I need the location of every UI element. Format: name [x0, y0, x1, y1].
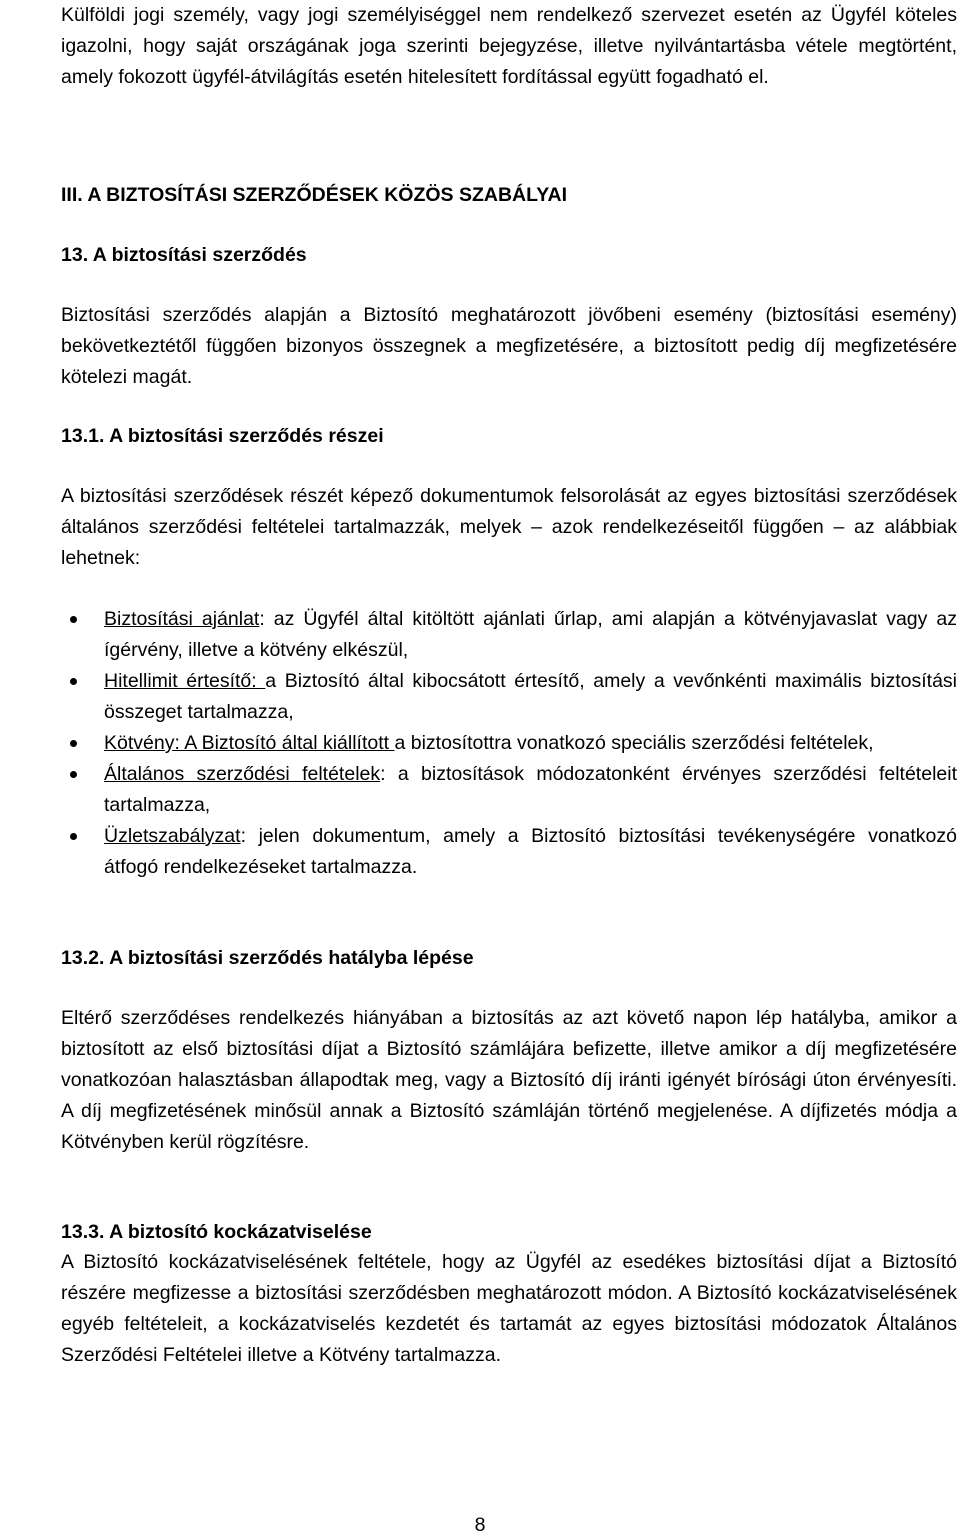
- paragraph-13-1: A biztosítási szerződések részét képező dokumentumok felsorolását az egyes biztosítási szerződések általános szerződési feltételei tartalmazzák, melyek – azok rendelkezéseitől függően – az alábbiak lehetnek:: [61, 485, 957, 569]
- heading-13-1: 13.1. A biztosítási szerződés részei: [61, 425, 384, 447]
- bullet-icon: [70, 771, 77, 778]
- list-item: [61, 728, 957, 759]
- paragraph-13: Biztosítási szerződés alapján a Biztosító meghatározott jövőbeni esemény (biztosítási esemény) bekövetkeztétől függően bizonyos összegnek a megfizetésére, a biztosított pedig díj megfizetésére kötelezi magát.: [61, 304, 957, 388]
- list-item-term: Üzletszabályzat: [104, 825, 241, 847]
- list-item: [61, 666, 957, 728]
- list-item: [61, 821, 957, 883]
- list-item-term: Biztosítási ajánlat: [104, 608, 260, 630]
- intro-paragraph: Külföldi jogi személy, vagy jogi személyiséggel nem rendelkező szervezet esetén az Ügyfél köteles igazolni, hogy saját országának joga szerinti bejegyzése, illetve nyilvántartásba vétele megtörtént, amely fokozott ügyfél-átvilágítás esetén hitelesített fordítással együtt fogadható el.: [61, 4, 957, 88]
- list-item-term: Kötvény: A Biztosító által kiállított: [104, 732, 395, 754]
- list-item: [61, 759, 957, 821]
- section-heading: III. A BIZTOSÍTÁSI SZERZŐDÉSEK KÖZÖS SZABÁLYAI: [61, 184, 567, 206]
- list-item-text: : jelen dokumentum, amely a Biztosító biztosítási tevékenységére vonatkozó átfogó rendelkezéseket tartalmazza.: [104, 825, 957, 878]
- bullet-icon: [70, 616, 77, 623]
- heading-13-3: 13.3. A biztosító kockázatviselése: [61, 1221, 372, 1243]
- paragraph-13-2: Eltérő szerződéses rendelkezés hiányában a biztosítás az azt követő napon lép hatályba, amikor a biztosított az első biztosítási díjat a Biztosító számlájára befizette, illetve amikor a díj megfizetésére vonatkozóan halasztásban állapodtak meg, vagy a Biztosító díj iránti igényét bírósági úton érvényesíti. A díj megfizetésének minősül annak a Biztosító számláján történő megjelenése. A díjfizetés módja a Kötvényben kerül rögzítésre.: [61, 1007, 957, 1153]
- bullet-icon: [70, 740, 77, 747]
- heading-13: 13. A biztosítási szerződés: [61, 244, 307, 266]
- list-item-text: : az Ügyfél által kitöltött ajánlati űrlap, ami alapján a kötvényjavaslat vagy az ígérvény, illetve a kötvény elkészül,: [104, 608, 957, 661]
- list-item-text: a biztosítottra vonatkozó speciális szerződési feltételek,: [394, 732, 874, 754]
- list-item: [61, 604, 957, 666]
- heading-13-2: 13.2. A biztosítási szerződés hatályba lépése: [61, 947, 474, 969]
- list-item-term: Hitellimit értesítő:: [104, 670, 266, 692]
- document-parts-list: [61, 604, 957, 883]
- list-item-text: a Biztosító által kibocsátott értesítő, amely a vevőnkénti maximális biztosítási összeget tartalmazza,: [104, 670, 957, 723]
- paragraph-13-3: A Biztosító kockázatviselésének feltétele, hogy az Ügyfél az esedékes biztosítási díjat a Biztosító részére megfizesse a biztosítási szerződésben meghatározott módon. A Biztosító kockázatviselésének egyéb feltételeit, a kockázatviselés kezdetét és tartamát az egyes biztosítási módozatok Általános Szerződési Feltételei illetve a Kötvény tartalmazza.: [61, 1251, 957, 1366]
- bullet-icon: [70, 833, 77, 840]
- list-item-term: Általános szerződési feltételek: [104, 763, 381, 785]
- bullet-icon: [70, 678, 77, 685]
- page-number: 8: [474, 1514, 486, 1536]
- list-item-text: : a biztosítások módozatonként érvényes szerződési feltételeit tartalmazza,: [104, 763, 958, 816]
